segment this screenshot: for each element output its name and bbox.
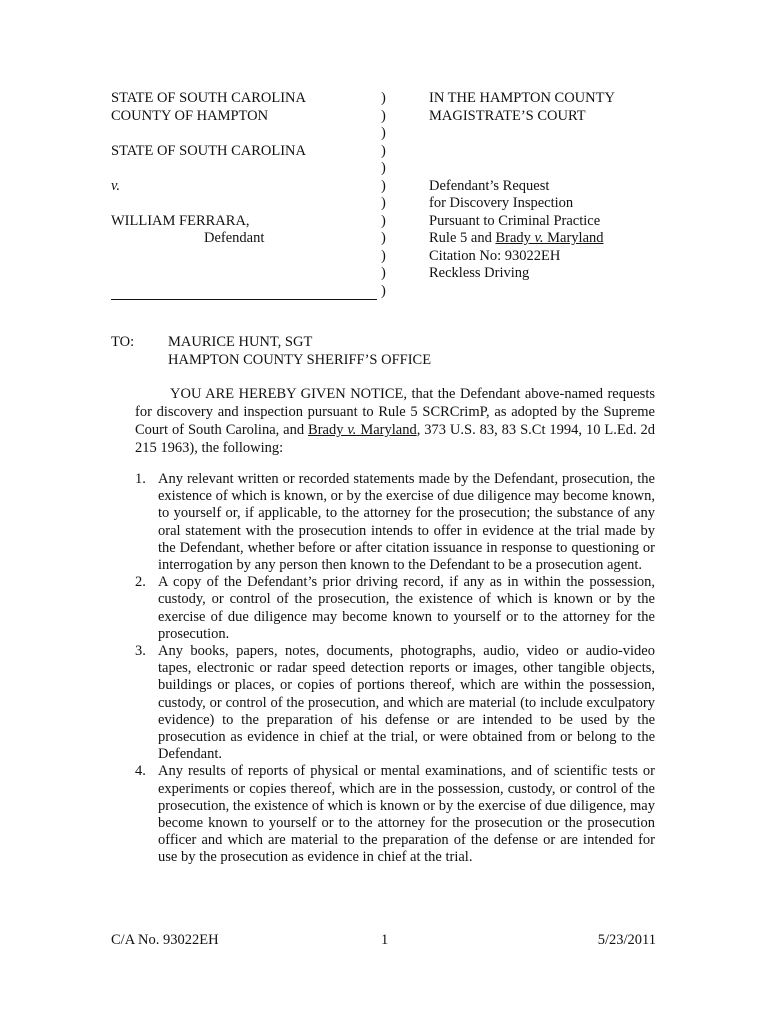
caption-row	[111, 108, 671, 126]
notice-case-a: Brady	[308, 422, 348, 438]
footer-case-number: C/A No. 93022EH	[111, 932, 219, 948]
notice-paragraph	[135, 385, 655, 457]
caption-title-line4	[429, 230, 604, 248]
list-item	[135, 471, 655, 574]
caption-title-line1: Defendant’s Request	[429, 177, 550, 194]
caption-party1: STATE OF SOUTH CAROLINA	[111, 142, 306, 159]
caption-paren: )	[381, 195, 386, 211]
list-item-number: 4.	[135, 763, 146, 780]
caption-row	[111, 160, 671, 178]
caption-paren: )	[381, 247, 386, 264]
list-item-number: 1.	[135, 471, 146, 487]
recipient-name: MAURICE HUNT, SGT	[168, 334, 313, 350]
caption-rule-prefix: Rule 5 and	[429, 230, 496, 246]
caption-paren: )	[381, 107, 386, 124]
caption-paren: )	[381, 142, 386, 159]
recipient-office: HAMPTON COUNTY SHERIFF’S OFFICE	[168, 352, 432, 368]
list-item-text: A copy of the Defendant’s prior driving record, if any as in within the possession, custody, or control of the prosecution, the existence of which is known or by the exercise of due diligence may become known to yourself or to the attorney for the prosecution.	[158, 574, 655, 642]
recipient-label: TO:	[111, 334, 135, 350]
caption-paren: )	[381, 177, 386, 194]
caption-underline	[111, 283, 377, 300]
caption-paren: )	[381, 265, 386, 281]
notice-part2: , 373 U.S. 83, 83 S.Ct 1994, 10 L.Ed. 2d 215 1963), the following:	[135, 422, 655, 456]
caption-case-v: v.	[534, 230, 544, 246]
caption-paren: )	[381, 160, 386, 176]
caption-row	[111, 265, 671, 283]
caption-case-a: Brady	[495, 230, 535, 246]
caption-row	[111, 230, 671, 248]
notice-text	[135, 385, 655, 457]
caption-case-b: Maryland	[543, 230, 604, 246]
list-item	[135, 643, 655, 763]
caption-row	[111, 195, 671, 213]
caption-row	[111, 178, 671, 196]
caption-county: COUNTY OF HAMPTON	[111, 107, 269, 124]
list-item-text: Any books, papers, notes, documents, photographs, audio, video or audio-video tapes, electronic or radar speed detection reports or images, other tangible objects, buildings or places, or copies of portions thereof, which are within the possession, custody, or control of the prosecution, and which are material (to include exculpatory evidence) to the preparation of his defense or are intended to be used by the prosecution as evidence in chief at the trial, or were obtained from or belong to the Defendant.	[158, 643, 655, 763]
caption-versus: v.	[111, 177, 120, 194]
list-item-number: 2.	[135, 574, 146, 591]
footer-page-number: 1	[381, 932, 389, 948]
caption-party2: WILLIAM FERRARA,	[111, 212, 250, 229]
list-item	[135, 763, 655, 866]
list-item	[135, 574, 655, 643]
notice-case-b: Maryland	[356, 422, 417, 438]
caption-row	[111, 143, 671, 161]
list-item-text: Any results of reports of physical or mental examinations, and of scientific tests or experiments or copies thereof, which are in the possession, custody, or control of the prosecution, the existence of which is known or by the exercise of due diligence, may become known to yourself or to the attorney for the prosecution or the prosecution officer and which are material to the preparation of the defense or are intended for use by the prosecution as evidence in chief at the trial.	[158, 763, 655, 866]
case-caption	[111, 90, 671, 300]
notice-part1: YOU ARE HEREBY GIVEN NOTICE, that the Defendant above-named requests for discovery and inspection pursuant to Rule 5 SCRCrimP, as adopted by the Supreme Court of South Carolina, and	[135, 386, 655, 438]
caption-row	[111, 248, 671, 266]
caption-paren: )	[381, 125, 386, 141]
caption-paren: )	[381, 90, 386, 106]
footer-date: 5/23/2011	[597, 932, 656, 948]
caption-title-line2: for Discovery Inspection	[429, 195, 574, 211]
caption-court-line1: IN THE HAMPTON COUNTY	[429, 90, 615, 106]
list-item-number: 3.	[135, 643, 146, 660]
caption-row	[111, 90, 671, 108]
caption-paren: )	[381, 282, 386, 299]
caption-paren: )	[381, 212, 386, 229]
caption-row	[111, 283, 671, 301]
notice-case-name	[308, 422, 417, 438]
caption-state: STATE OF SOUTH CAROLINA	[111, 90, 306, 106]
caption-paren: )	[381, 230, 386, 246]
caption-title-line3: Pursuant to Criminal Practice	[429, 212, 601, 229]
caption-citation: Citation No: 93022EH	[429, 247, 561, 264]
caption-row	[111, 213, 671, 231]
caption-row	[111, 125, 671, 143]
caption-court-line2: MAGISTRATE’S COURT	[429, 107, 586, 124]
notice-case-v: v.	[347, 422, 357, 438]
caption-case-name	[495, 230, 603, 246]
list-item-text: Any relevant written or recorded statements made by the Defendant, prosecution, the existence of which is known, or by the exercise of due diligence may become known, to yourself or, if applicable, to the attorney for the prosecution; the substance of any oral statement with the prosecution intends to offer in evidence at the trial made by the Defendant, whether before or after citation issuance in response to questioning or interrogation by any person then known to the Defendant to be a prosecution agent.	[158, 471, 655, 574]
caption-party2-role: Defendant	[204, 230, 265, 246]
request-list	[135, 471, 655, 867]
caption-charge: Reckless Driving	[429, 265, 530, 281]
